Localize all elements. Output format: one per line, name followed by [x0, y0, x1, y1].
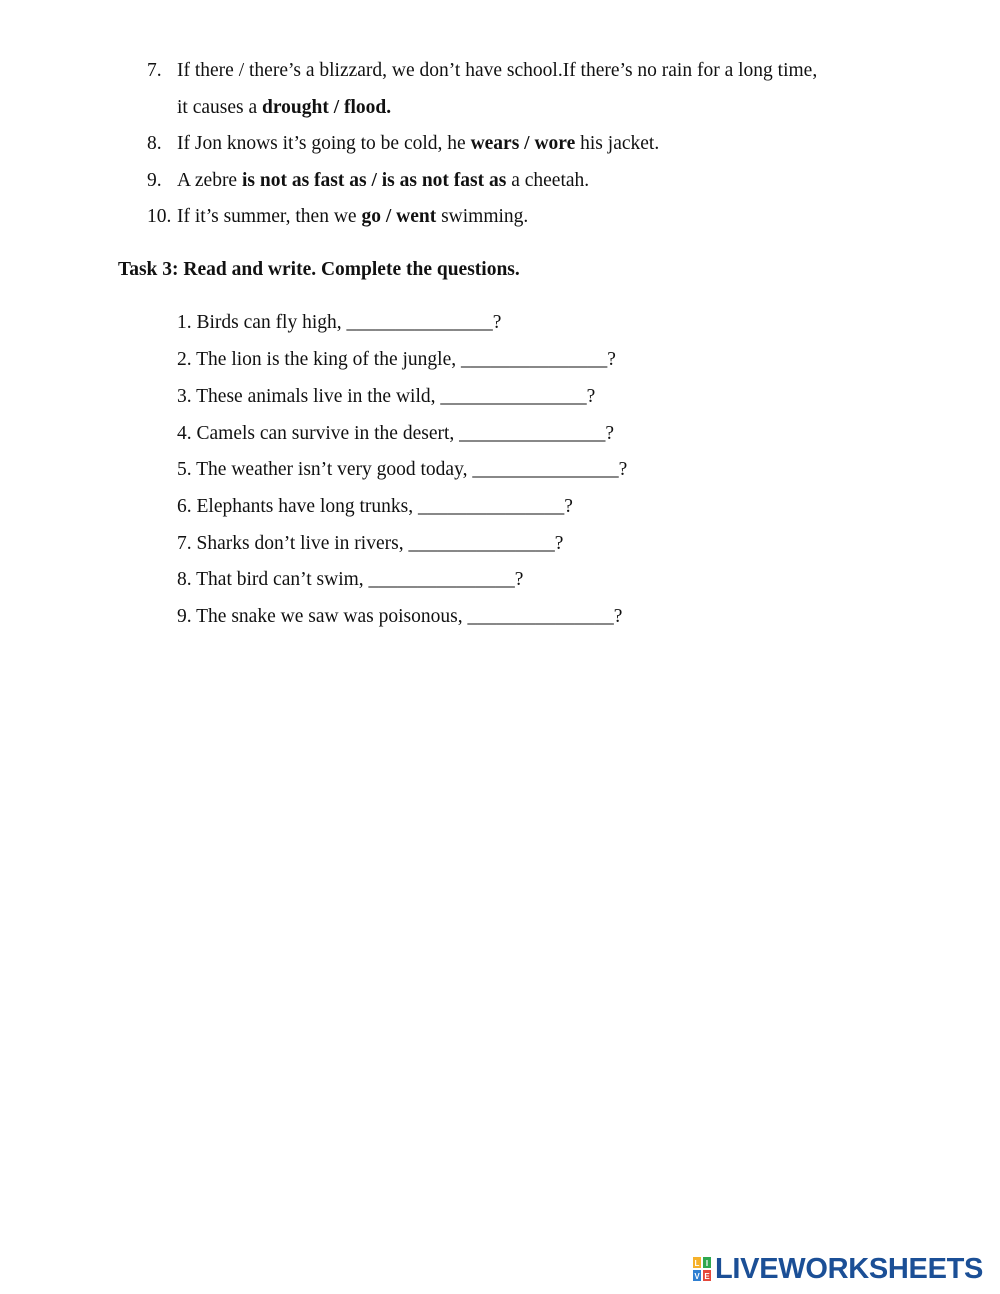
task3-question-9[interactable]: 9. The snake we saw was poisonous, _______________? [177, 606, 623, 627]
item-text-plain: his jacket. [575, 133, 660, 154]
logo-icon-letter-e: E [702, 1269, 712, 1282]
task3-question-1[interactable]: 1. Birds can fly high, _______________? [177, 312, 502, 333]
item-number: 8. [147, 133, 162, 154]
item-text [177, 169, 589, 193]
task3-title: Task 3: Read and write. Complete the questions. [118, 259, 520, 280]
item-number: 9. [147, 170, 162, 191]
item-text-plain: a cheetah. [506, 170, 590, 191]
task3-question-8[interactable]: 8. That bird can’t swim, _______________? [177, 569, 524, 590]
item-text-line1: If there / there’s a blizzard, we don’t have school.If there’s no rain for a long time, [177, 60, 818, 81]
item-text-plain: it causes a [177, 97, 263, 118]
item-text-plain: swimming. [436, 206, 529, 227]
task3-question-6[interactable]: 6. Elephants have long trunks, _______________? [177, 496, 573, 517]
item-number: 10. [147, 206, 172, 227]
item-options: drought / flood. [262, 97, 392, 118]
task3-question-4[interactable]: 4. Camels can survive in the desert, _______________? [177, 423, 615, 444]
logo-icon-letter-i: I [702, 1256, 712, 1269]
item-text-plain: A zebre [177, 170, 242, 191]
item-text-plain: If Jon knows it’s going to be cold, he [177, 133, 471, 154]
task3-question-2[interactable]: 2. The lion is the king of the jungle, _______________? [177, 349, 616, 370]
logo-icon-letter-v: V [692, 1269, 702, 1282]
liveworksheets-logo [692, 1254, 983, 1284]
item-number: 7. [147, 60, 162, 81]
item-options: wears / wore [470, 133, 576, 154]
task3-question-5[interactable]: 5. The weather isn’t very good today, _______________? [177, 459, 628, 480]
liveworksheets-logo-icon [692, 1256, 712, 1282]
task3-question-3[interactable]: 3. These animals live in the wild, _______________? [177, 386, 596, 407]
logo-icon-letter-l: L [692, 1256, 702, 1269]
item-text-plain: If it’s summer, then we [177, 206, 362, 227]
task3-question-7[interactable]: 7. Sharks don’t live in rivers, _______________? [177, 533, 564, 554]
item-text [177, 132, 659, 156]
item-text-line2 [177, 96, 391, 120]
item-text [177, 205, 528, 229]
item-options: go / went [361, 206, 437, 227]
logo-text: LIVEWORKSHEETS [715, 1253, 984, 1285]
item-options: is not as fast as / is as not fast as [241, 170, 507, 191]
